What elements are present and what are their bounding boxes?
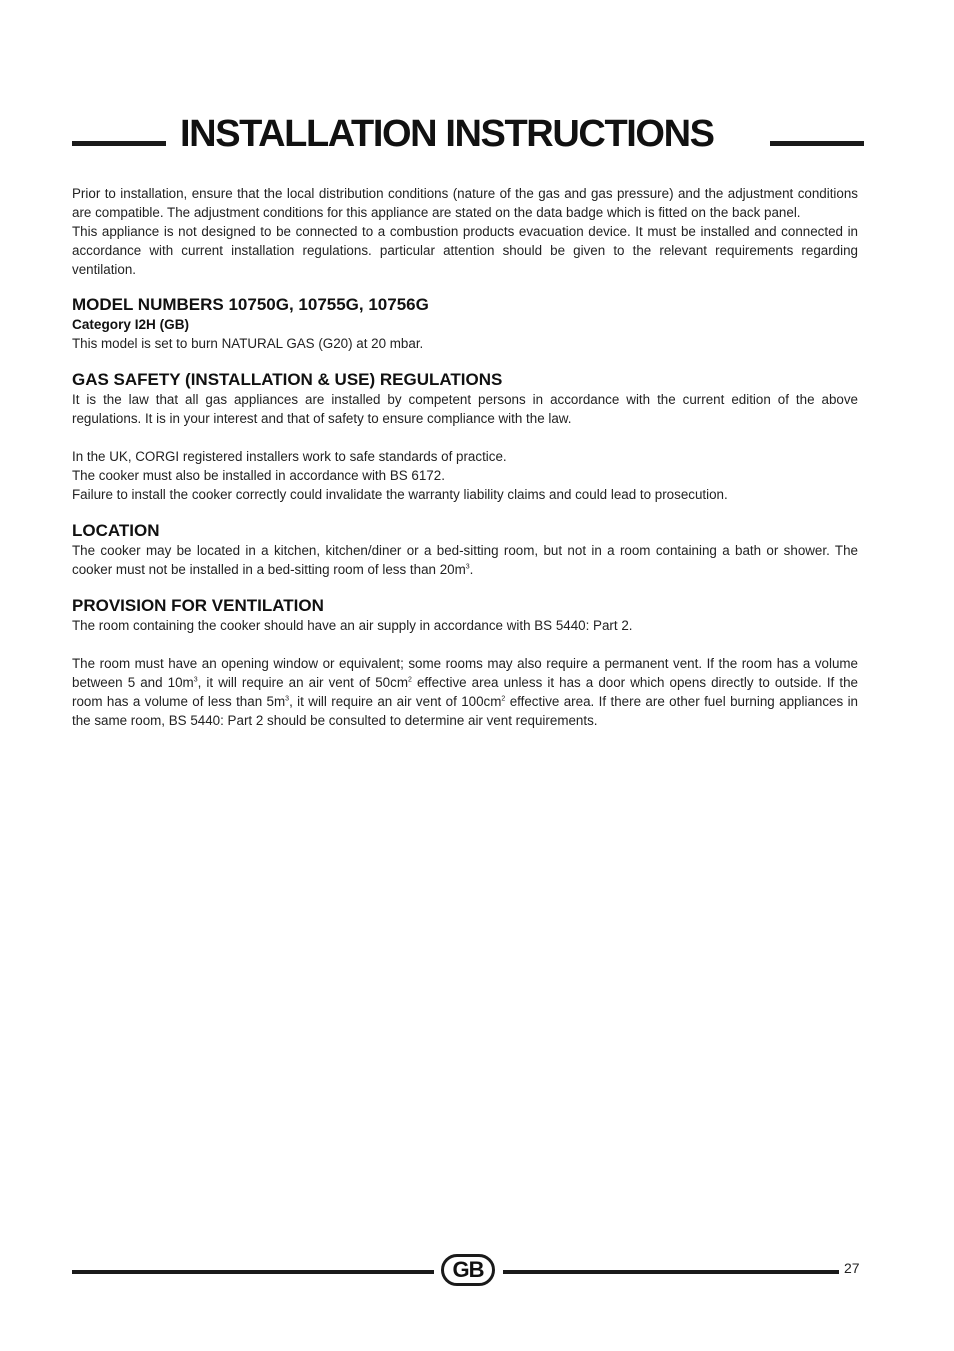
country-badge: GB (441, 1254, 495, 1286)
section-location (72, 521, 858, 579)
ventilation-heading: PROVISION FOR VENTILATION (72, 596, 324, 615)
ventilation-text-a: The room must have an opening window or equivalent; some rooms may also require a permanent vent. If the room has a volume between 5 and 10m (72, 656, 858, 690)
footer-rule-right (503, 1270, 839, 1274)
category-label: Category I2H (GB) (72, 317, 190, 332)
location-text-main: The cooker may be located in a kitchen, kitchen/diner or a bed-sitting room, but not in a room containing a bath or shower. The cooker must not be installed in a bed-sitting room of less than 20m (72, 543, 858, 577)
document-body (72, 184, 858, 730)
intro-paragraph-2: This appliance is not designed to be connected to a combustion products evacuation device. It must be installed and connected in accordance with current installation regulations. particular attention should be given to the relevant requirements regarding ventilation. (72, 224, 858, 277)
location-text (72, 541, 858, 579)
ventilation-text-e: effective area. If there are other fuel burning appliances in the same room, BS 5440: Part 2 should be consulted to determine air vent requirements. (72, 694, 858, 728)
title-rule-right (770, 141, 864, 146)
ventilation-text-b: , it will require an air vent of 50cm (197, 675, 408, 690)
title-rule-left (72, 141, 166, 146)
page-title-row (72, 112, 864, 156)
page-footer (72, 1254, 864, 1288)
gas-safety-heading: GAS SAFETY (INSTALLATION & USE) REGULATIONS (72, 370, 503, 389)
ventilation-sup-2: 2 (407, 676, 412, 684)
ventilation-text-c: effective area unless it has a door which opens directly to outside. If the room has a volume of less than 5m (72, 675, 858, 709)
section-ventilation (72, 596, 858, 730)
model-gas-text: This model is set to burn NATURAL GAS (G20) at 20 mbar. (72, 336, 424, 351)
page-number: 27 (844, 1260, 860, 1276)
location-heading: LOCATION (72, 521, 160, 540)
gas-safety-line-failure: Failure to install the cooker correctly could invalidate the warranty liability claims and could lead to prosecution. (72, 487, 728, 502)
gas-safety-line-corgi: In the UK, CORGI registered installers work to safe standards of practice. (72, 449, 507, 464)
intro-paragraph-1: Prior to installation, ensure that the local distribution conditions (nature of the gas and gas pressure) and the adjustment conditions are compatible. The adjustment conditions for this appliance are stated on the data badge which is fitted on the back panel. (72, 186, 858, 220)
ventilation-paragraph-2 (72, 654, 858, 730)
ventilation-sup-4: 2 (501, 695, 506, 703)
section-model-numbers (72, 295, 858, 353)
gas-safety-line-bs6172: The cooker must also be installed in accordance with BS 6172. (72, 468, 445, 483)
location-text-end: . (469, 562, 474, 577)
ventilation-text-d: , it will require an air vent of 100cm (289, 694, 502, 709)
ventilation-sup-3: 3 (285, 695, 290, 703)
ventilation-sup-1: 3 (193, 676, 198, 684)
gas-safety-paragraph-1: It is the law that all gas appliances are installed by competent persons in accordance with the current edition of the above regulations. It is in your interest and that of safety to ensure compliance with the law. (72, 392, 858, 426)
footer-rule-left (72, 1270, 434, 1274)
location-superscript: 3 (465, 563, 470, 571)
ventilation-paragraph-1: The room containing the cooker should have an air supply in accordance with BS 5440: Part 2. (72, 618, 633, 633)
model-numbers-heading: MODEL NUMBERS 10750G, 10755G, 10756G (72, 295, 429, 314)
section-gas-safety (72, 370, 858, 504)
page-title: INSTALLATION INSTRUCTIONS (180, 113, 714, 155)
